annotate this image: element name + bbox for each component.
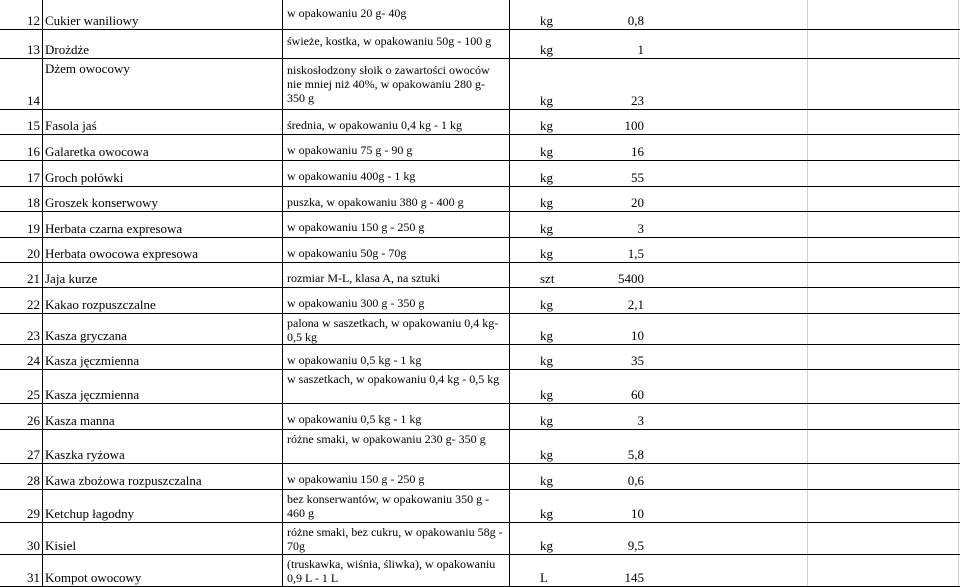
- table-row: [0, 430, 960, 464]
- quantity-cell: 100: [624, 118, 644, 133]
- table-row: [0, 263, 960, 288]
- unit-cell: kg: [540, 118, 553, 133]
- quantity-cell: 9,5: [627, 538, 644, 553]
- product-description: niskosłodzony słoik o zawartości owoców nie mniej niż 40%, w opakowaniu 280 g- 350 g: [287, 63, 490, 105]
- unit-cell: kg: [540, 13, 553, 28]
- table-row: [0, 370, 960, 404]
- row-number: 30: [27, 538, 40, 553]
- row-number: 12: [27, 13, 40, 28]
- product-name: Groszek konserwowy: [45, 195, 159, 210]
- unit-cell: kg: [540, 42, 553, 57]
- product-name: Kompot owocowy: [45, 570, 142, 585]
- table-row: [0, 555, 960, 587]
- product-name: Kisiel: [45, 538, 77, 553]
- product-name: Kasza jęczmienna: [45, 353, 140, 368]
- quantity-cell: 1: [637, 42, 644, 57]
- product-name: Kasza jęczmienna: [45, 387, 140, 402]
- quantity-cell: 5400: [618, 271, 644, 286]
- unit-cell: L: [540, 570, 548, 585]
- product-name: Dżem owocowy: [45, 61, 130, 76]
- product-name: Kasza manna: [45, 413, 115, 428]
- product-description: w opakowaniu 50g - 70g: [287, 246, 407, 260]
- unit-cell: kg: [540, 538, 553, 553]
- unit-cell: kg: [540, 413, 553, 428]
- row-number: 26: [27, 413, 40, 428]
- row-number: 31: [27, 570, 40, 585]
- row-number: 15: [27, 118, 40, 133]
- table-row: [0, 464, 960, 490]
- table-row: [0, 135, 960, 161]
- table-row: [0, 404, 960, 430]
- product-name: Groch połówki: [45, 170, 124, 185]
- product-description: rozmiar M-L, klasa A, na sztuki: [287, 271, 440, 285]
- product-description: w opakowaniu 20 g- 40g: [287, 6, 407, 20]
- quantity-cell: 0,8: [627, 13, 644, 28]
- unit-cell: kg: [540, 353, 553, 368]
- row-number: 19: [27, 221, 40, 236]
- row-number: 28: [27, 473, 40, 488]
- product-name: Herbata czarna expresowa: [45, 221, 183, 236]
- unit-cell: szt: [540, 271, 555, 286]
- quantity-cell: 23: [631, 93, 644, 108]
- product-description: palona w saszetkach, w opakowaniu 0,4 kg- 0,5 kg: [287, 316, 499, 344]
- quantity-cell: 55: [631, 170, 644, 185]
- row-number: 21: [27, 271, 40, 286]
- table-row: [0, 490, 960, 523]
- table-row: [0, 30, 960, 59]
- product-description: w opakowaniu 150 g - 250 g: [287, 220, 425, 234]
- table-row: [0, 288, 960, 314]
- product-name: Kakao rozpuszczalne: [45, 297, 156, 312]
- row-number: 14: [27, 93, 40, 108]
- product-description: w opakowaniu 150 g - 250 g: [287, 472, 425, 486]
- row-number: 27: [27, 447, 40, 462]
- row-number: 17: [27, 170, 40, 185]
- product-description: w opakowaniu 75 g - 90 g: [287, 143, 413, 157]
- quantity-cell: 3: [637, 221, 644, 236]
- product-description: różne smaki, w opakowaniu 230 g- 350 g: [287, 432, 486, 446]
- row-number: 24: [27, 353, 40, 368]
- product-name: Jaja kurze: [45, 271, 98, 286]
- product-name: Ketchup łagodny: [45, 506, 135, 521]
- product-description: świeże, kostka, w opakowaniu 50g - 100 g: [287, 34, 492, 48]
- table-row: [0, 0, 960, 30]
- unit-cell: kg: [540, 506, 553, 521]
- quantity-cell: 16: [631, 144, 644, 159]
- quantity-cell: 145: [624, 570, 644, 585]
- row-number: 23: [27, 328, 40, 343]
- unit-cell: kg: [540, 170, 553, 185]
- table-row: [0, 110, 960, 135]
- quantity-cell: 3: [637, 413, 644, 428]
- unit-cell: kg: [540, 246, 553, 261]
- unit-cell: kg: [540, 195, 553, 210]
- table-row: [0, 212, 960, 238]
- product-description: w opakowaniu 0,5 kg - 1 kg: [287, 412, 422, 426]
- quantity-cell: 5,8: [627, 447, 644, 462]
- table-row: [0, 345, 960, 370]
- quantity-cell: 10: [631, 506, 644, 521]
- unit-cell: kg: [540, 473, 553, 488]
- product-name: Kawa zbożowa rozpuszczalna: [45, 473, 202, 488]
- table-row: [0, 523, 960, 555]
- product-description: średnia, w opakowaniu 0,4 kg - 1 kg: [287, 118, 462, 132]
- row-number: 18: [27, 195, 40, 210]
- product-name: Drożdże: [45, 42, 90, 57]
- unit-cell: kg: [540, 221, 553, 236]
- table-row: [0, 187, 960, 212]
- quantity-cell: 1,5: [627, 246, 644, 261]
- product-description: różne smaki, bez cukru, w opakowaniu 58g - 70g: [287, 525, 503, 553]
- unit-cell: kg: [540, 93, 553, 108]
- product-name: Galaretka owocowa: [45, 144, 149, 159]
- quantity-cell: 0,6: [627, 473, 644, 488]
- product-description: (truskawka, wiśnia, śliwka), w opakowaniu 0,9 L - 1 L: [287, 557, 496, 585]
- product-description: w opakowaniu 300 g - 350 g: [287, 296, 425, 310]
- table-row: [0, 59, 960, 110]
- quantity-cell: 35: [631, 353, 644, 368]
- row-number: 29: [27, 506, 40, 521]
- table-row: [0, 238, 960, 263]
- quantity-cell: 60: [631, 387, 644, 402]
- row-number: 25: [27, 387, 40, 402]
- table-row: [0, 314, 960, 345]
- unit-cell: kg: [540, 144, 553, 159]
- product-name: Kasza gryczana: [45, 328, 127, 343]
- product-description: bez konserwantów, w opakowaniu 350 g - 460 g: [287, 492, 490, 520]
- table-row: [0, 161, 960, 187]
- row-number: 20: [27, 246, 40, 261]
- product-name: Cukier waniliowy: [45, 13, 139, 28]
- row-number: 13: [27, 42, 40, 57]
- unit-cell: kg: [540, 297, 553, 312]
- unit-cell: kg: [540, 447, 553, 462]
- product-name: Kaszka ryżowa: [45, 447, 125, 462]
- quantity-cell: 2,1: [627, 297, 644, 312]
- quantity-cell: 20: [631, 195, 644, 210]
- row-number: 22: [27, 297, 40, 312]
- product-description: w opakowaniu 0,5 kg - 1 kg: [287, 353, 422, 367]
- product-name: Herbata owocowa expresowa: [45, 246, 199, 261]
- product-name: Fasola jaś: [45, 118, 97, 133]
- row-number: 16: [27, 144, 40, 159]
- unit-cell: kg: [540, 328, 553, 343]
- product-description: w opakowaniu 400g - 1 kg: [287, 169, 416, 183]
- product-description: puszka, w opakowaniu 380 g - 400 g: [287, 195, 464, 209]
- unit-cell: kg: [540, 387, 553, 402]
- quantity-cell: 10: [631, 328, 644, 343]
- product-description: w saszetkach, w opakowaniu 0,4 kg - 0,5 kg: [287, 372, 500, 386]
